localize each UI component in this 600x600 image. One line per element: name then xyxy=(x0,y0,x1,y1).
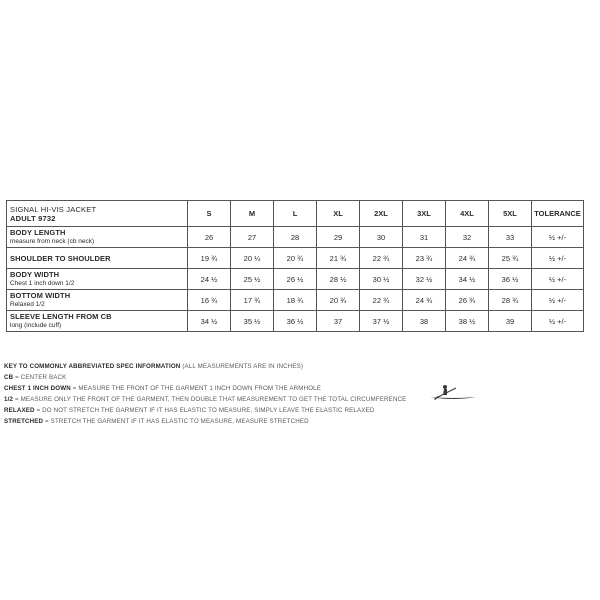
key-term: CHEST 1 INCH DOWN xyxy=(4,385,71,392)
key-heading: KEY TO COMMONLY ABBREVIATED SPEC INFORMATION xyxy=(4,363,181,370)
size-header-l: L xyxy=(274,201,317,227)
measurement-label-cell xyxy=(7,290,188,311)
key-definition: = CENTER BACK xyxy=(15,374,67,381)
measurement-label-cell xyxy=(7,311,188,332)
table-cell: 28 xyxy=(274,227,317,248)
measurement-note: Chest 1 inch down 1/2 xyxy=(10,280,75,287)
table-row xyxy=(7,248,584,269)
table-cell: 38 ½ xyxy=(446,311,489,332)
measurement-label-cell xyxy=(7,248,188,269)
table-cell: 25 ¾ xyxy=(489,248,532,269)
table-cell: 28 ¾ xyxy=(489,290,532,311)
key-item xyxy=(4,383,484,394)
table-cell: 35 ½ xyxy=(231,311,274,332)
key-item xyxy=(4,405,484,416)
table-cell: 22 ¾ xyxy=(360,290,403,311)
table-cell: 24 ½ xyxy=(188,269,231,290)
table-row xyxy=(7,311,584,332)
table-cell: 18 ¾ xyxy=(274,290,317,311)
table-cell: 22 ¾ xyxy=(360,248,403,269)
tolerance-header: TOLERANCE xyxy=(532,201,584,227)
table-cell: 23 ¾ xyxy=(403,248,446,269)
table-cell: 16 ¾ xyxy=(188,290,231,311)
table-cell: 20 ¼ xyxy=(231,248,274,269)
table-cell: 36 ½ xyxy=(274,311,317,332)
tolerance-cell: ½ +/- xyxy=(532,248,584,269)
key-definition: = DO NOT STRETCH THE GARMENT IF IT HAS ELASTIC TO MEASURE, SIMPLY LEAVE THE ELASTIC RELAXED xyxy=(36,407,375,414)
product-name: SIGNAL HI-VIS JACKET xyxy=(10,204,97,214)
size-header-5xl: 5XL xyxy=(489,201,532,227)
table-cell: 32 xyxy=(446,227,489,248)
measurement-label-cell xyxy=(7,227,188,248)
table-cell: 37 xyxy=(317,311,360,332)
key-term: CB xyxy=(4,374,14,381)
abbreviation-key xyxy=(4,361,484,427)
key-definition: = MEASURE THE FRONT OF THE GARMENT 1 INCH DOWN FROM THE ARMHOLE xyxy=(72,385,322,392)
table-row xyxy=(7,227,584,248)
table-cell: 33 xyxy=(489,227,532,248)
measurement-label-cell xyxy=(7,269,188,290)
size-header-xl: XL xyxy=(317,201,360,227)
table-cell: 28 ½ xyxy=(317,269,360,290)
table-cell: 29 xyxy=(317,227,360,248)
table-header-row xyxy=(7,201,584,227)
measurement-note: measure from neck (cb neck) xyxy=(10,238,95,245)
table-cell: 34 ½ xyxy=(446,269,489,290)
key-term: STRETCHED xyxy=(4,418,44,425)
size-spec-table xyxy=(6,200,584,332)
measurement-note: Relaxed 1/2 xyxy=(10,301,45,308)
table-cell: 24 ¾ xyxy=(403,290,446,311)
measurement-label: BOTTOM WIDTH xyxy=(10,291,71,300)
table-cell: 36 ½ xyxy=(489,269,532,290)
table-row xyxy=(7,290,584,311)
key-heading-line xyxy=(4,361,484,372)
size-header-3xl: 3XL xyxy=(403,201,446,227)
key-item xyxy=(4,394,484,405)
product-style-number: ADULT 9732 xyxy=(10,213,56,223)
key-item xyxy=(4,416,484,427)
measurement-label: SLEEVE LENGTH FROM CB xyxy=(10,312,112,321)
size-header-s: S xyxy=(188,201,231,227)
table-cell: 25 ½ xyxy=(231,269,274,290)
key-definition: = STRETCH THE GARMENT IF IT HAS ELASTIC TO MEASURE, MEASURE STRETCHED xyxy=(45,418,309,425)
table-cell: 39 xyxy=(489,311,532,332)
key-term: RELAXED xyxy=(4,407,35,414)
size-header-4xl: 4XL xyxy=(446,201,489,227)
table-cell: 32 ½ xyxy=(403,269,446,290)
table-cell: 26 ¾ xyxy=(446,290,489,311)
table-cell: 20 ¾ xyxy=(317,290,360,311)
table-cell: 24 ¾ xyxy=(446,248,489,269)
product-title-cell xyxy=(7,201,188,227)
table-cell: 34 ½ xyxy=(188,311,231,332)
table-cell: 19 ¾ xyxy=(188,248,231,269)
tolerance-cell: ½ +/- xyxy=(532,311,584,332)
table-cell: 26 xyxy=(188,227,231,248)
key-heading-note: (ALL MEASUREMENTS ARE IN INCHES) xyxy=(182,363,304,370)
table-cell: 38 xyxy=(403,311,446,332)
tolerance-cell: ½ +/- xyxy=(532,227,584,248)
size-header-m: M xyxy=(231,201,274,227)
kayak-logo-icon xyxy=(428,382,478,404)
key-definition: = MEASURE ONLY THE FRONT OF THE GARMENT, THEN DOUBLE THAT MEASUREMENT TO GET THE TOTAL CIRCUMFERENCE xyxy=(14,396,407,403)
key-term: 1/2 xyxy=(4,396,14,403)
table-cell: 20 ¾ xyxy=(274,248,317,269)
table-cell: 17 ¾ xyxy=(231,290,274,311)
measurement-note: long (include cuff) xyxy=(10,322,62,329)
table-cell: 30 ½ xyxy=(360,269,403,290)
size-header-2xl: 2XL xyxy=(360,201,403,227)
measurement-label: SHOULDER TO SHOULDER xyxy=(10,253,111,263)
measurement-label: BODY WIDTH xyxy=(10,270,60,279)
tolerance-cell: ½ +/- xyxy=(532,290,584,311)
key-item xyxy=(4,372,484,383)
table-row xyxy=(7,269,584,290)
tolerance-cell: ½ +/- xyxy=(532,269,584,290)
table-cell: 30 xyxy=(360,227,403,248)
table-cell: 27 xyxy=(231,227,274,248)
table-cell: 21 ¾ xyxy=(317,248,360,269)
table-cell: 31 xyxy=(403,227,446,248)
table-cell: 37 ½ xyxy=(360,311,403,332)
measurement-label: BODY LENGTH xyxy=(10,228,66,237)
table-cell: 26 ½ xyxy=(274,269,317,290)
